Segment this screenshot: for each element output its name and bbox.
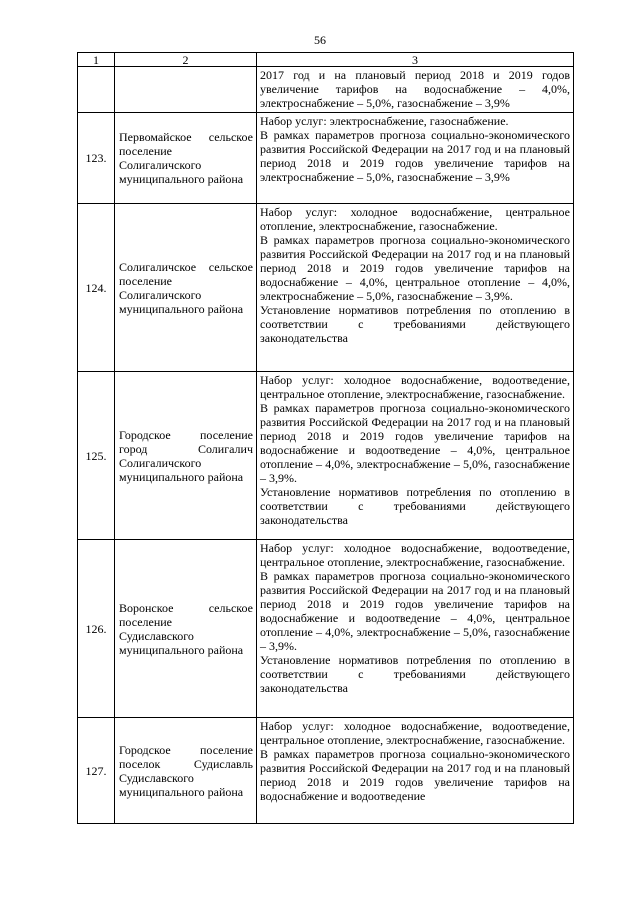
description-cell xyxy=(257,67,574,113)
municipality-line: Солигаличского xyxy=(119,455,202,470)
municipality-line: Солигаличского xyxy=(119,287,202,302)
municipality-line: город Солигалич xyxy=(119,441,253,456)
municipality-cell xyxy=(115,540,257,718)
column-header-municipality: 2 xyxy=(115,53,257,67)
municipality-line: поселение xyxy=(119,614,173,629)
row-number: 126. xyxy=(78,540,115,718)
row-number: 127. xyxy=(78,718,115,824)
description-cell xyxy=(257,372,574,540)
description-paragraph: В рамках параметров прогноза социально-экономического развития Российской Федерации на 2017 год и на плановый период 2018 и 2019 годов увеличение тарифов на водоснабжение – 4,0%, центральное отопление – 4,0%, электроснабжение – 5,0%, газоснабжение – 3,9%. xyxy=(260,233,570,303)
municipality-cell xyxy=(115,113,257,204)
municipality-line: муниципального района xyxy=(119,784,244,799)
row-number: 124. xyxy=(78,204,115,372)
table-row xyxy=(78,372,574,540)
municipality-line: поселок Судиславль xyxy=(119,756,253,771)
description-paragraph: Установление нормативов потребления по отоплению в соответствии с требованиями действующего законодательства xyxy=(260,485,570,527)
municipality-line: муниципального района xyxy=(119,469,244,484)
column-header-description: 3 xyxy=(257,53,574,67)
table-header-row xyxy=(78,53,574,67)
municipality-line: Воронское сельское xyxy=(119,600,253,615)
description-cell xyxy=(257,113,574,204)
municipality-line: Судиславского xyxy=(119,628,194,643)
tariff-table xyxy=(77,52,574,824)
municipality-line: Судиславского xyxy=(119,770,194,785)
municipality-line: муниципального района xyxy=(119,642,244,657)
description-paragraph: Набор услуг: холодное водоснабжение, водоотведение, центральное отопление, электроснабжение, газоснабжение. xyxy=(260,373,570,401)
municipality-line: муниципального района xyxy=(119,172,244,186)
description-paragraph: Установление нормативов потребления по отоплению в соответствии с требованиями действующего законодательства xyxy=(260,303,570,345)
row-number: 125. xyxy=(78,372,115,540)
description-paragraph: В рамках параметров прогноза социально-экономического развития Российской Федерации на 2017 год и на плановый период 2018 и 2019 годов увеличение тарифов на электроснабжение – 5,0%, газоснабжение – 3,9% xyxy=(260,128,570,184)
municipality-line: Солигаличского xyxy=(119,158,202,172)
description-paragraph: Установление нормативов потребления по отоплению в соответствии с требованиями действующего законодательства xyxy=(260,653,570,695)
description-paragraph: Набор услуг: холодное водоснабжение, водоотведение, центральное отопление, электроснабжение, газоснабжение. xyxy=(260,541,570,569)
municipality-line: муниципального района xyxy=(119,301,244,316)
municipality-line: Первомайское сельское xyxy=(119,130,253,144)
municipality-line: Городское поселение xyxy=(119,742,253,757)
description-paragraph: 2017 год и на плановый период 2018 и 2019 годов увеличение тарифов на водоснабжение – 4,0%, электроснабжение – 5,0%, газоснабжение – 3,9% xyxy=(260,68,570,110)
municipality-cell xyxy=(115,204,257,372)
description-paragraph: В рамках параметров прогноза социально-экономического развития Российской Федерации на 2017 год и на плановый период 2018 и 2019 годов увеличение тарифов на водоснабжение и водоотведение – 4,0%, центральное отопление – 4,0%, электроснабжение – 5,0%, газоснабжение – 3,9%. xyxy=(260,401,570,485)
description-cell xyxy=(257,718,574,824)
table-row xyxy=(78,204,574,372)
table-row xyxy=(78,718,574,824)
municipality-cell xyxy=(115,372,257,540)
description-paragraph: В рамках параметров прогноза социально-экономического развития Российской Федерации на 2017 год и на плановый период 2018 и 2019 годов увеличение тарифов на водоснабжение и водоотведение xyxy=(260,747,570,803)
municipality-line: поселение xyxy=(119,273,173,288)
municipality-cell xyxy=(115,718,257,824)
table-row xyxy=(78,67,574,113)
municipality-line: поселение xyxy=(119,144,173,158)
row-number: 123. xyxy=(78,113,115,204)
description-paragraph: Набор услуг: электроснабжение, газоснабжение. xyxy=(260,114,509,128)
municipality-cell xyxy=(115,67,257,113)
municipality-line: Городское поселение xyxy=(119,427,253,442)
description-paragraph: В рамках параметров прогноза социально-экономического развития Российской Федерации на 2017 год и на плановый период 2018 и 2019 годов увеличение тарифов на водоснабжение и водоотведение – 4,0%, центральное отопление – 4,0%, электроснабжение – 5,0%, газоснабжение – 3,9%. xyxy=(260,569,570,653)
municipality-line: Солигаличское сельское xyxy=(119,259,253,274)
description-paragraph: Набор услуг: холодное водоснабжение, водоотведение, центральное отопление, электроснабжение, газоснабжение. xyxy=(260,719,570,747)
table-row xyxy=(78,540,574,718)
column-header-number: 1 xyxy=(78,53,115,67)
description-paragraph: Набор услуг: холодное водоснабжение, центральное отопление, электроснабжение, газоснабжение. xyxy=(260,205,570,233)
description-cell xyxy=(257,540,574,718)
row-number xyxy=(78,67,115,113)
page-number: 56 xyxy=(314,33,326,47)
table-row xyxy=(78,113,574,204)
description-cell xyxy=(257,204,574,372)
